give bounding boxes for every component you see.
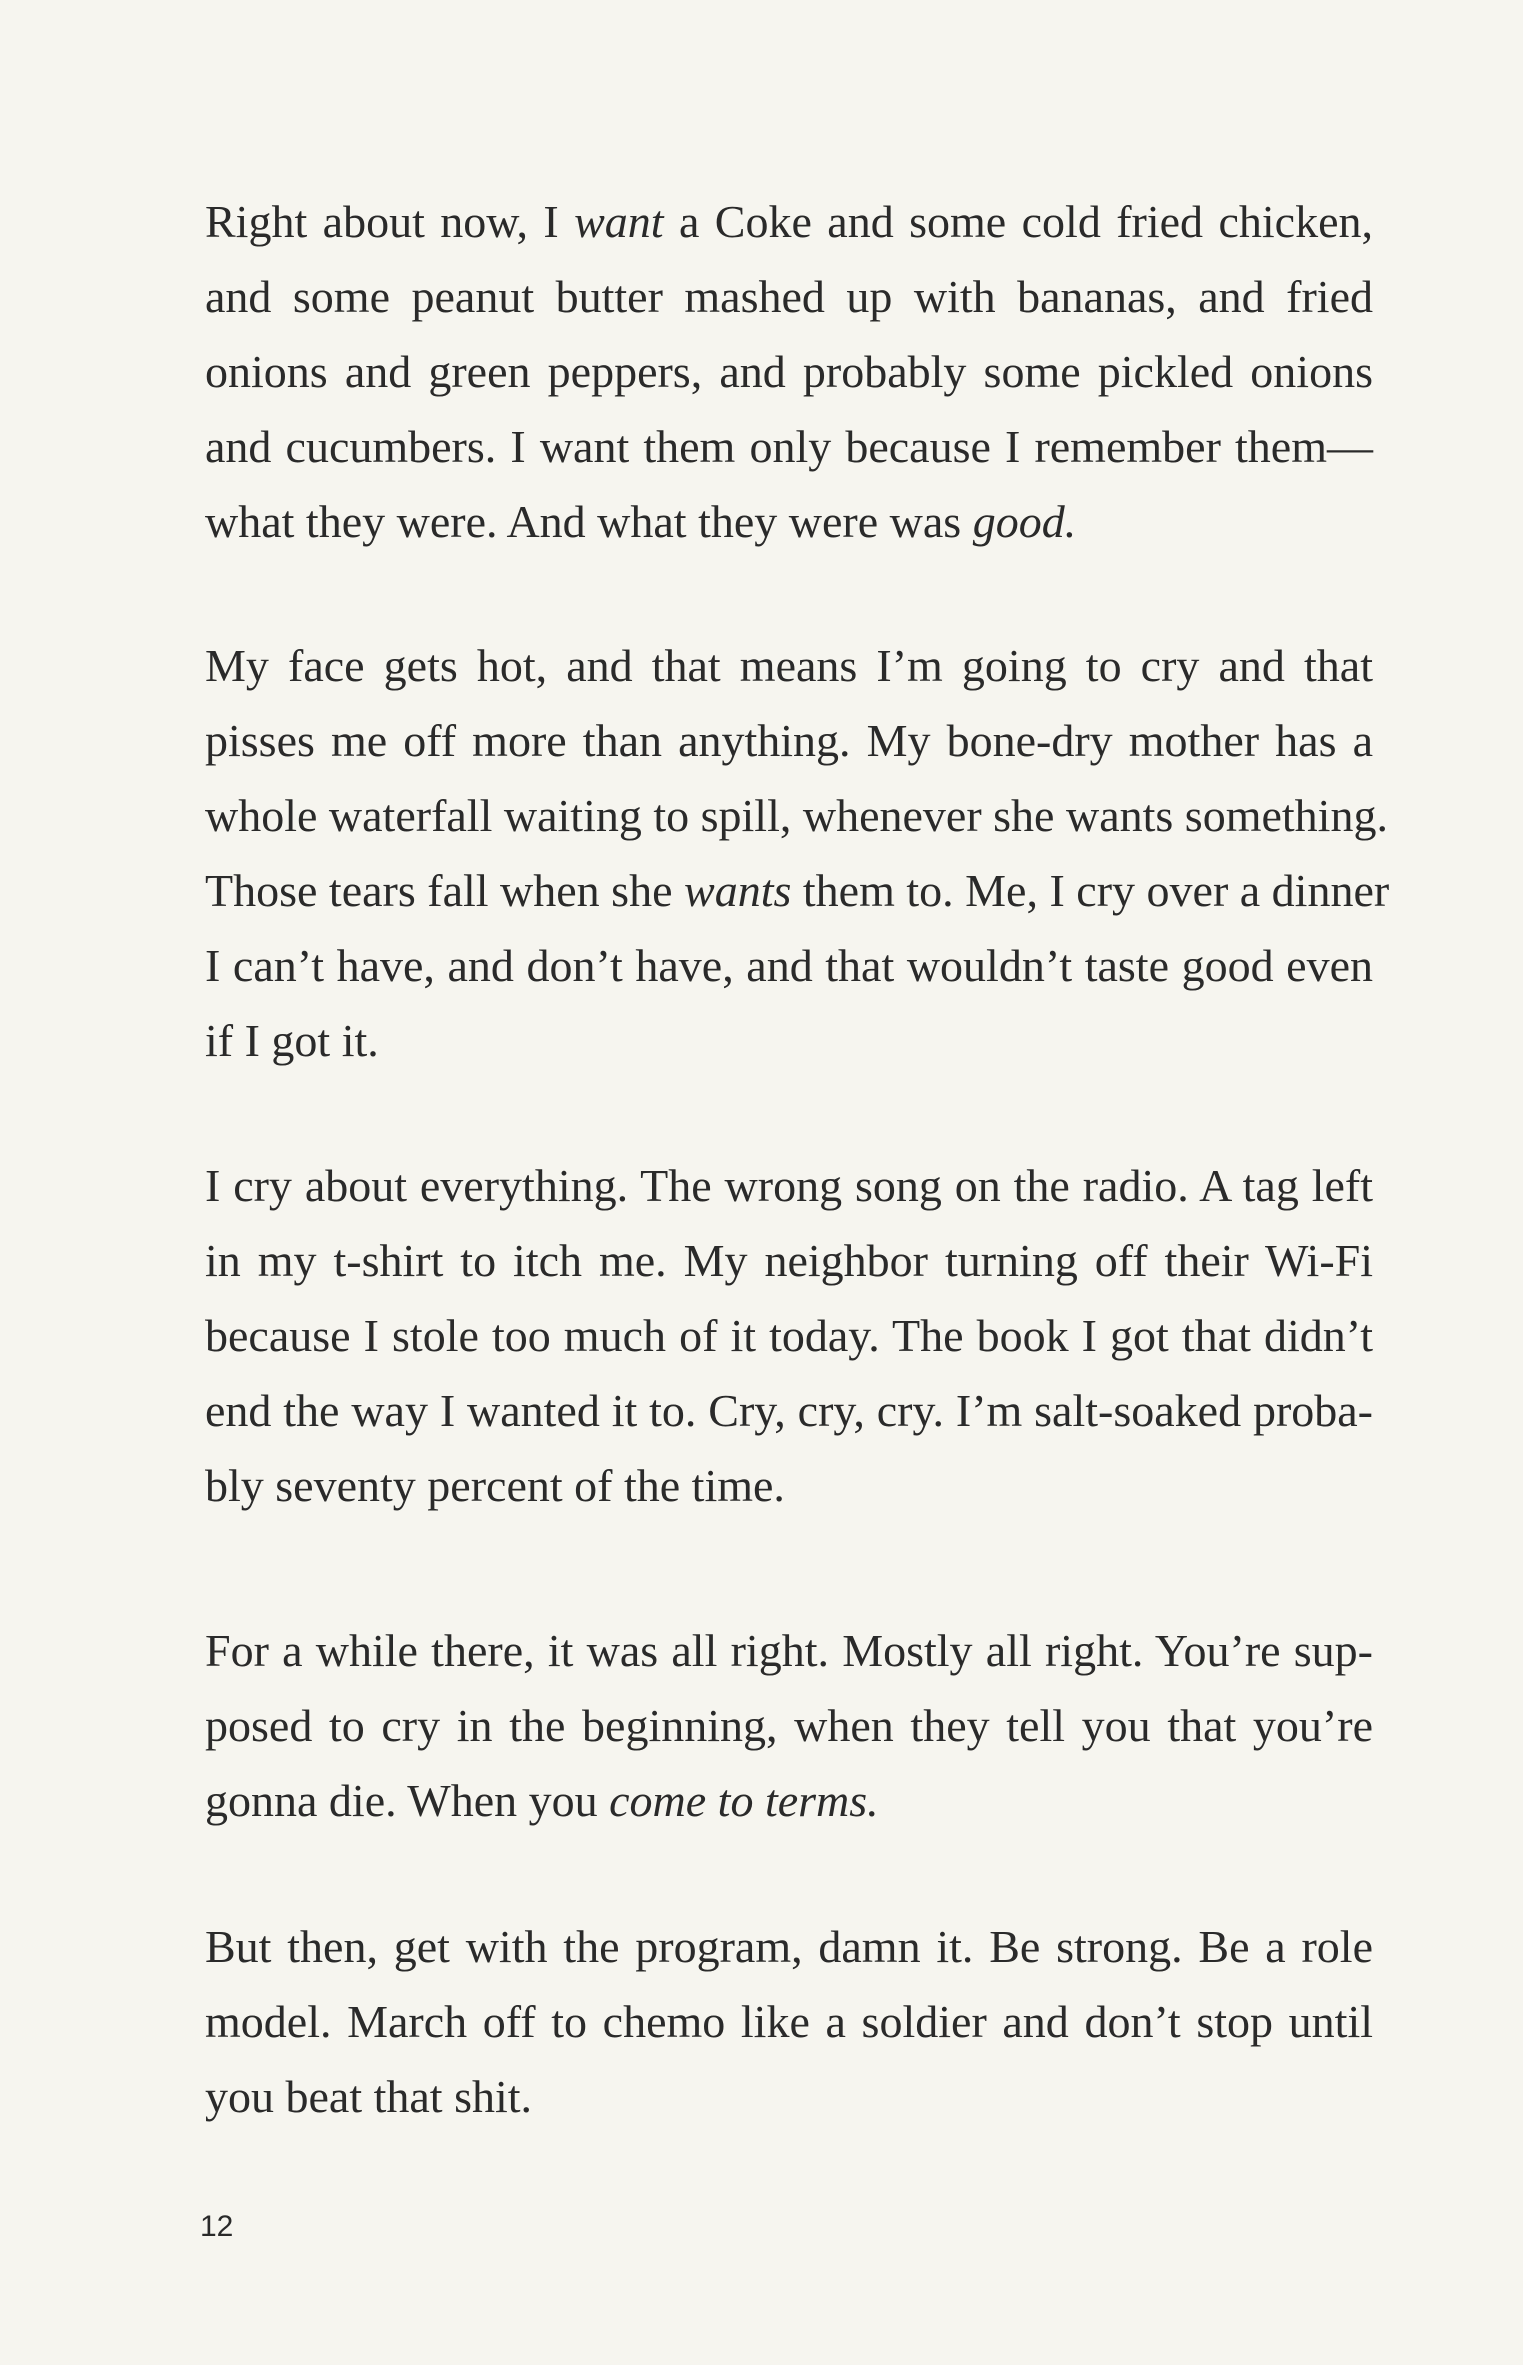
text-line: I can’t have, and don’t have, and that wouldn’t taste good even (205, 940, 1373, 991)
paragraph-3 (205, 1148, 1373, 1523)
italic-emphasis: wants (684, 865, 792, 916)
text-line: For a while there, it was all right. Mostly all right. You’re sup- (205, 1625, 1373, 1676)
text-line: gonna die. When you come to terms. (205, 1775, 879, 1826)
text-line: whole waterfall waiting to spill, whenever she wants something. (205, 790, 1388, 841)
italic-emphasis: come to terms. (609, 1775, 879, 1826)
paragraph-1 (205, 184, 1373, 559)
text-line: I cry about everything. The wrong song on the radio. A tag left (205, 1160, 1373, 1211)
italic-emphasis: want (574, 196, 664, 247)
paragraph-5 (205, 1909, 1373, 2134)
text-line: posed to cry in the beginning, when they tell you that you’re (205, 1700, 1373, 1751)
text-line: Those tears fall when she wants them to. Me, I cry over a dinner (205, 865, 1390, 916)
text-line: end the way I wanted it to. Cry, cry, cry. I’m salt-soaked proba- (205, 1385, 1373, 1436)
text-line: bly seventy percent of the time. (205, 1460, 785, 1511)
text-line: in my t-shirt to itch me. My neighbor turning off their Wi-Fi (205, 1235, 1373, 1286)
paragraph-2 (205, 628, 1390, 1078)
text-line: onions and green peppers, and probably some pickled onions (205, 346, 1373, 397)
page-number: 12 (200, 2210, 234, 2243)
text-line: if I got it. (205, 1015, 379, 1066)
text-line: and some peanut butter mashed up with bananas, and fried (205, 271, 1373, 322)
text-line: because I stole too much of it today. The book I got that didn’t (205, 1310, 1373, 1361)
text-line: model. March off to chemo like a soldier and don’t stop until (205, 1996, 1373, 2047)
text-line: and cucumbers. I want them only because I remember them— (205, 421, 1373, 472)
text-line: you beat that shit. (205, 2071, 533, 2122)
text-line: My face gets hot, and that means I’m going to cry and that (205, 640, 1373, 691)
text-line: But then, get with the program, damn it. Be strong. Be a role (205, 1921, 1373, 1972)
italic-emphasis: good. (972, 496, 1077, 547)
text-line: pisses me off more than anything. My bone-dry mother has a (205, 715, 1373, 766)
paragraph-4 (205, 1613, 1373, 1838)
text-line: what they were. And what they were was good. (205, 496, 1077, 547)
text-line: Right about now, I want a Coke and some cold fried chicken, (205, 196, 1373, 247)
